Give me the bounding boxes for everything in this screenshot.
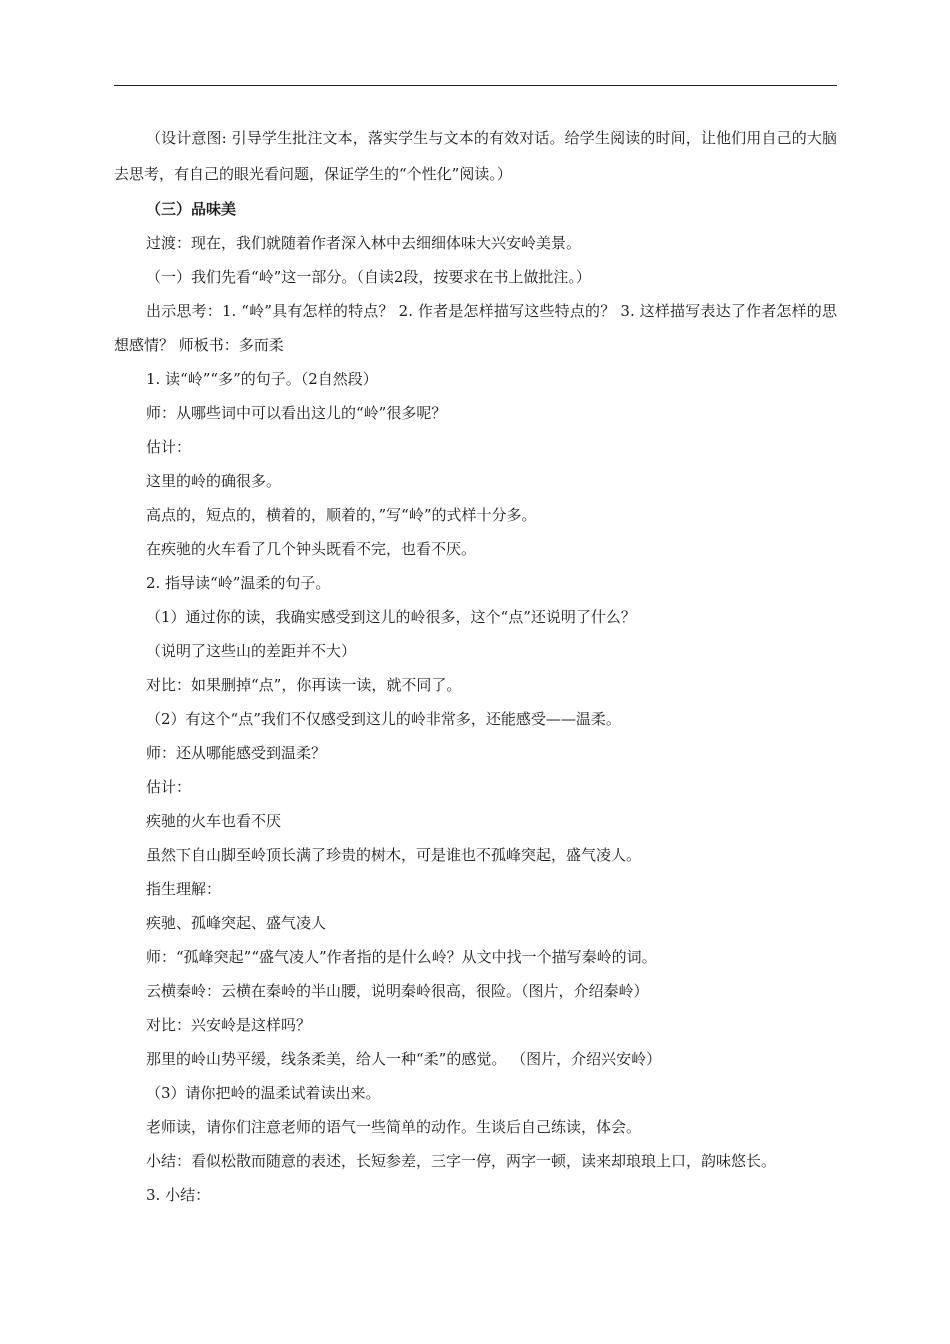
paragraph: 小结：看似松散而随意的表述，长短参差，三字一停，两字一顿，读来却琅琅上口，韵味悠长。	[146, 1152, 777, 1170]
paragraph: 2. 指导读“岭”温柔的句子。	[146, 574, 331, 592]
paragraph: 估计：	[146, 438, 192, 456]
paragraph: 师：还从哪能感受到温柔？	[146, 744, 327, 762]
section-heading: （三）品味美	[146, 200, 237, 218]
paragraph: （2）有这个“点”我们不仅感受到这儿的岭非常多，还能感受——温柔。	[146, 710, 621, 728]
paragraph: 疾驰的火车也看不厌	[146, 812, 282, 830]
paragraph: 虽然下自山脚至岭顶长满了珍贵的树木，可是谁也不孤峰突起，盛气凌人。	[146, 846, 642, 864]
paragraph: （1）通过你的读，我确实感受到这儿的岭很多，这个“点”还说明了什么？	[146, 608, 636, 626]
paragraph: （一）我们先看“岭”这一部分。（自读2段，按要求在书上做批注。）	[146, 268, 591, 286]
paragraph: 云横秦岭：云横在秦岭的半山腰，说明秦岭很高，很险。（图片，介绍秦岭）	[146, 982, 649, 1000]
paragraph: 指生理解：	[146, 880, 222, 898]
paragraph: 高点的，短点的，横着的，顺着的，”写“岭”的式样十分多。	[146, 506, 537, 524]
paragraph: 在疾驰的火车看了几个钟头既看不完，也看不厌。	[146, 540, 477, 558]
paragraph: 师：从哪些词中可以看出这儿的“岭”很多呢？	[146, 404, 447, 422]
paragraph: 对比：如果删掉“点”，你再读一读，就不同了。	[146, 676, 462, 694]
paragraph: 疾驰、孤峰突起、盛气凌人	[146, 914, 327, 932]
paragraph: （说明了这些山的差距并不大）	[146, 642, 357, 660]
paragraph: 对比：兴安岭是这样吗？	[146, 1016, 312, 1034]
paragraph: 老师读，请你们注意老师的语气一些简单的动作。生谈后自己练读，体会。	[146, 1118, 642, 1136]
paragraph: 这里的岭的确很多。	[146, 472, 282, 490]
document-body	[114, 120, 837, 1212]
paragraph-design-intent: （设计意图: 引导学生批注文本，落实学生与文本的有效对话。给学生阅读的时间，让他们用自己的大脑去思考，有自己的眼光看问题，保证学生的“个性化”阅读。）	[114, 129, 837, 183]
paragraph: （3）请你把岭的温柔试着读出来。	[146, 1084, 381, 1102]
paragraph: 过渡：现在，我们就随着作者深入林中去细细体味大兴安岭美景。	[146, 234, 582, 252]
paragraph: 1. 读“岭”“多”的句子。（2自然段）	[146, 370, 378, 388]
paragraph: 估计：	[146, 778, 192, 796]
paragraph: 那里的岭山势平缓，线条柔美，给人一种“柔”的感觉。 （图片，介绍兴安岭）	[146, 1050, 662, 1068]
paragraph: 师：“孤峰突起”“盛气凌人”作者指的是什么岭？从文中找一个描写秦岭的词。	[146, 948, 657, 966]
paragraph-questions: 出示思考：1. “岭”具有怎样的特点？ 2. 作者是怎样描写这些特点的？ 3. 这样描写表达了作者怎样的思想感情？ 师板书：多而柔	[114, 302, 837, 354]
header-rule	[114, 85, 837, 86]
paragraph: 3. 小结：	[146, 1186, 211, 1204]
